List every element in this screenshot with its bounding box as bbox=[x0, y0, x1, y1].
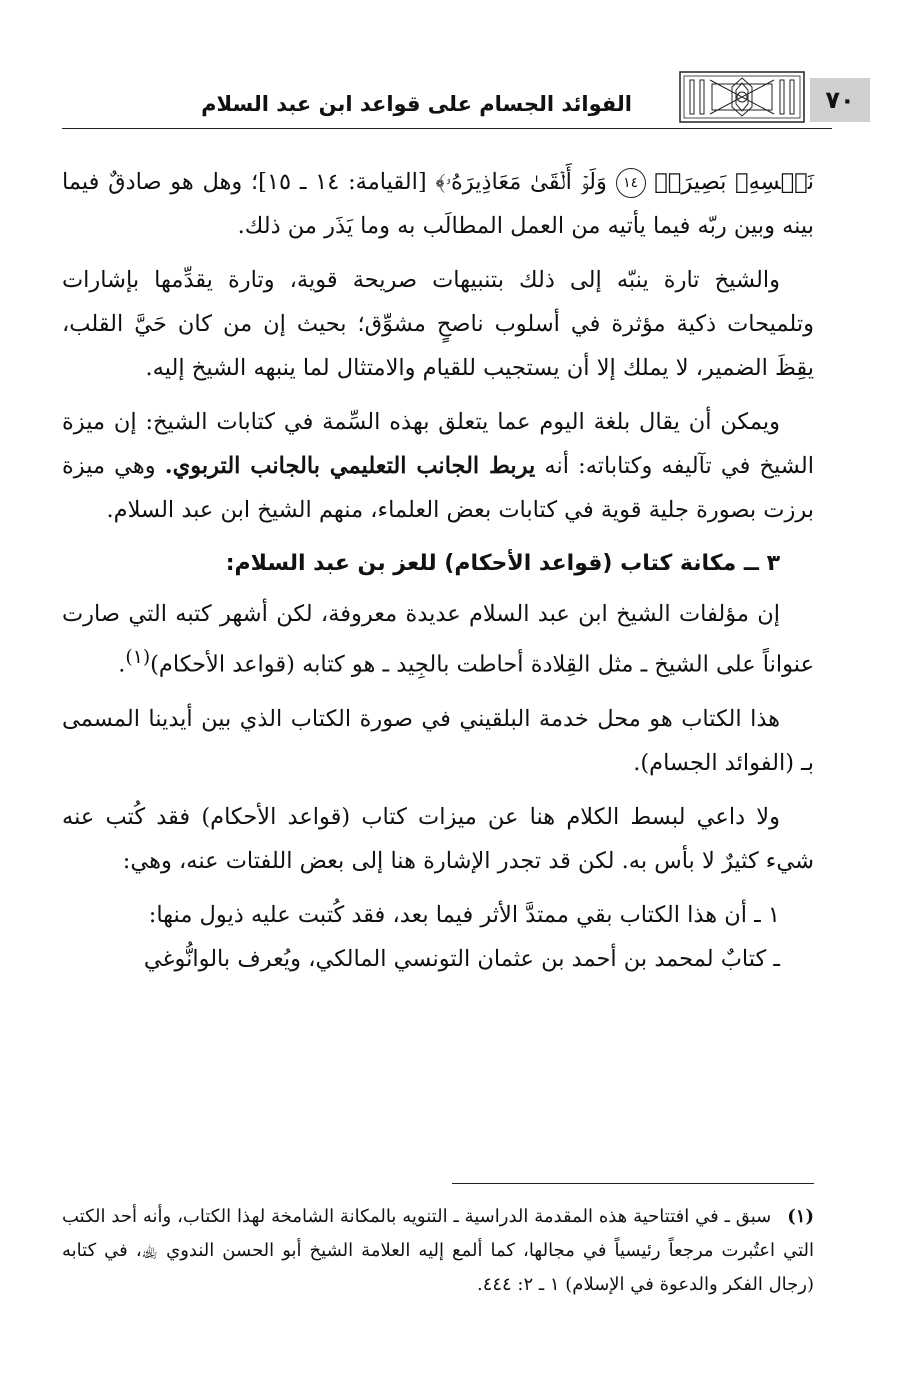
paragraph-1-text: [القيامة: ١٤ ـ ١٥]؛ وهل هو صادقٌ فيما بينه وبين ربّه فيما يأتيه من العمل المطالَب به وما يَذَر من ذلك. bbox=[62, 169, 814, 239]
paragraph-7: ١ ـ أن هذا الكتاب بقي ممتدَّ الأثر فيما بعد، فقد كُتبت عليه ذيول منها: bbox=[148, 901, 780, 928]
paragraph-5: هذا الكتاب هو محل خدمة البلقيني في صورة الكتاب الذي بين أيدينا المسمى بـ (الفوائد الجسام). bbox=[62, 705, 814, 776]
running-title: الفوائد الجسام على قواعد ابن عبد السلام bbox=[201, 92, 632, 116]
footnote-text: سبق ـ في افتتاحية هذه المقدمة الدراسية ـ التنويه بالمكانة الشامخة لهذا الكتاب، وأنه أحد الكتب التي اعتُبرت مرجعاً رئيسياً في مجالها، كما ألمع إليه العلامة الشيخ أبو الحسن الندوي ﵀، في كتابه (رجال الفكر والدعوة في الإسلام) ١ ـ ٢: ٤٤٤. bbox=[62, 1206, 814, 1295]
verse-number-marker: ١٤ bbox=[616, 168, 646, 198]
paragraph-3-start: ويمكن أن يقال بلغة اليوم عما يتعلق بهذه السِّمة في كتابات الشيخ: إن ميزة الشيخ في تآليفه وكتاباته: أنه bbox=[62, 409, 814, 479]
quran-verse-rest: وَلَوۡ أَلۡقَىٰ مَعَاذِيرَهُۥ﴾ bbox=[435, 169, 607, 195]
paragraph-2: والشيخ تارة ينبّه إلى ذلك بتنبيهات صريحة قوية، وتارة يقدِّمها بإشارات وتلميحات ذكية مؤثرة في أسلوب ناصحٍ مشوِّق؛ بحيث إن من كان حَيَّ القلب، يقِظَ الضمير، لا يملك إلا أن يستجيب للقيام والامتثال لما ينبهه الشيخ إليه. bbox=[62, 267, 814, 381]
paragraph-3-bold: يربط الجانب التعليمي بالجانب التربوي. bbox=[164, 453, 536, 479]
footnotes bbox=[62, 1200, 814, 1302]
paragraph-3-end: وهي ميزة برزت بصورة جلية قوية في كتابات بعض العلماء، منهم الشيخ ابن عبد السلام. bbox=[62, 453, 814, 523]
paragraph-6: ولا داعي لبسط الكلام هنا عن ميزات كتاب (قواعد الأحكام) فقد كُتب عنه شيء كثيرٌ لا بأس به. لكن قد تجدر الإشارة هنا إلى بعض اللفتات عنه، وهي: bbox=[62, 803, 814, 874]
footnote-number: (١) bbox=[787, 1206, 814, 1227]
paragraph-3 bbox=[62, 400, 814, 532]
paragraph-8: ـ كتابٌ لمحمد بن أحمد بن عثمان التونسي المالكي، ويُعرف بالوانُّوغي bbox=[143, 945, 780, 972]
quran-verse-words: نَفۡسِهِۦ بَصِيرَةٞ bbox=[654, 169, 814, 195]
paragraph-1 bbox=[62, 160, 814, 248]
main-text bbox=[62, 160, 814, 991]
page-header bbox=[62, 68, 855, 129]
paragraph-4-text: إن مؤلفات الشيخ ابن عبد السلام عديدة معروفة، لكن أشهر كتبه التي صارت عنواناً على الشيخ ـ مثل القِلادة أحاطت بالجِيد ـ هو كتابه (قواعد الأحكام) bbox=[62, 601, 814, 678]
footnote-reference[interactable]: (١) bbox=[125, 647, 151, 668]
footnote-divider bbox=[452, 1183, 814, 1184]
page-number: ٧٠ bbox=[810, 78, 870, 122]
paragraph-4 bbox=[62, 592, 814, 687]
section-heading: ٣ ــ مكانة كتاب (قواعد الأحكام) للعز بن عبد السلام: bbox=[225, 551, 780, 576]
paragraph-4-end: . bbox=[118, 651, 126, 678]
footnote-1 bbox=[62, 1200, 814, 1302]
ornament-icon bbox=[678, 70, 806, 124]
